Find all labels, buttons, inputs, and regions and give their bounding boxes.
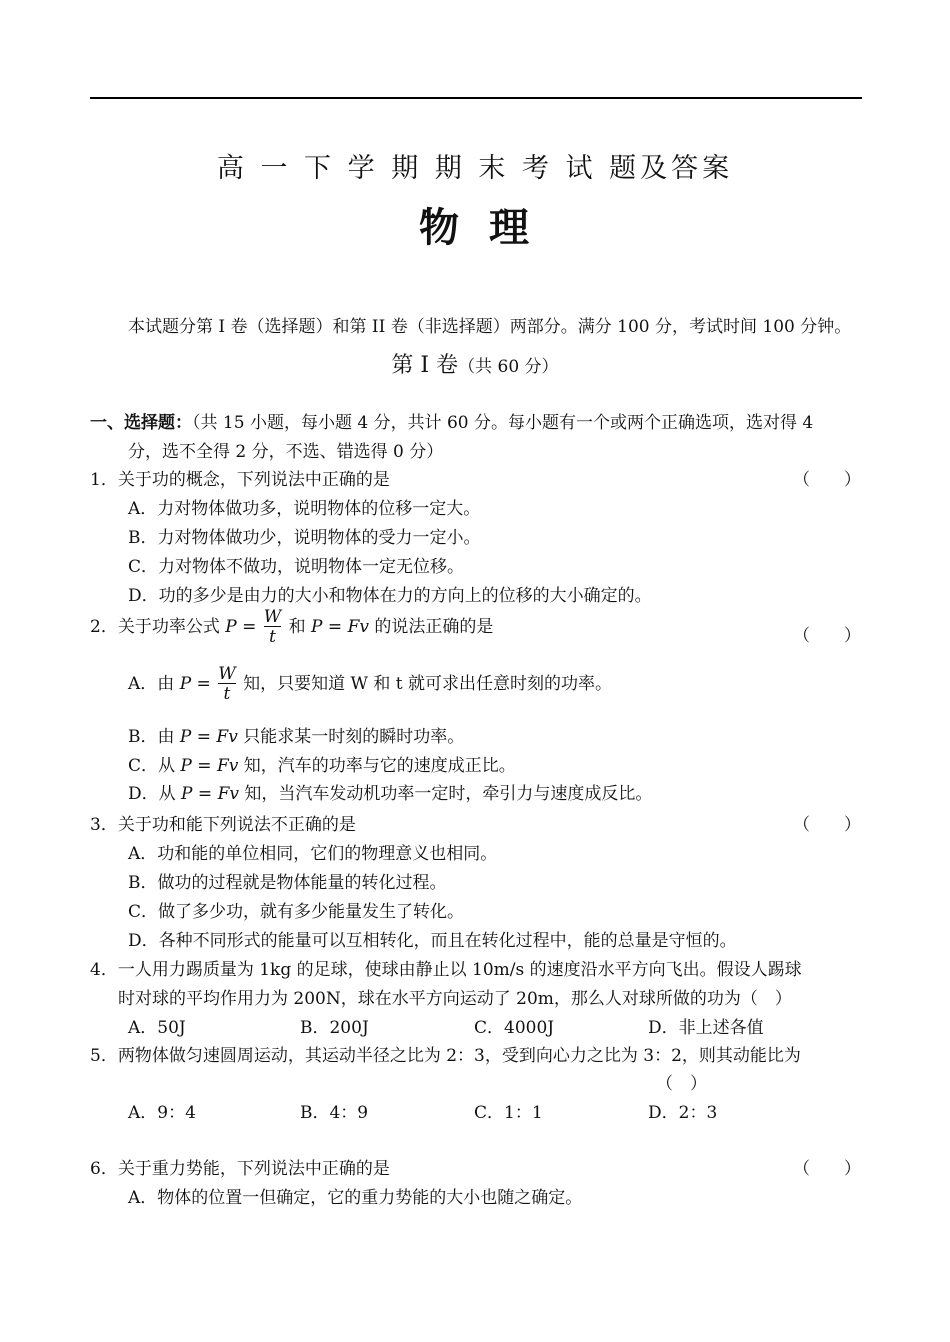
- section-label: 第 I 卷: [391, 353, 459, 378]
- top-rule: [90, 97, 862, 99]
- q5-option-b: B．4：9: [300, 1103, 369, 1123]
- q5-option-c: C．1：1: [474, 1103, 543, 1123]
- q5-option-a: A．9：4: [128, 1103, 196, 1123]
- intro-text: 本试题分第 I 卷（选择题）和第 II 卷（非选择题）两部分。满分 100 分，考试时间 100 分钟。: [128, 317, 852, 337]
- part1-instructions: （共 15 小题，每小题 4 分，共计 60 分。每小题有一个或两个正确选项，选对得 4: [192, 413, 814, 433]
- q1-answer-paren: （ ）: [793, 470, 861, 490]
- part1-line2: 分，选不全得 2 分，不选、错选得 0 分）: [128, 442, 444, 462]
- q4-option-d: D．非上述各值: [648, 1018, 764, 1038]
- part1-line1: [90, 408, 813, 433]
- q3-stem: 3．关于功和能下列说法不正确的是: [90, 815, 356, 835]
- section-note: （共 60 分）: [458, 357, 559, 377]
- q1-option-c: C．力对物体不做功，说明物体一定无位移。: [128, 557, 465, 577]
- q2-a-fraction: $\frac{W}{t}$: [218, 664, 236, 704]
- q3-option-b: B．做功的过程就是物体能量的转化过程。: [128, 873, 447, 893]
- q4-option-b: B．200J: [300, 1018, 369, 1038]
- q2-fraction-w-over-t: $\frac{W}{t}$: [263, 607, 282, 647]
- q2-option-a: A．由 P = $\frac{W}{t}$ 知，只要知道 W 和 t 就可求出任意时刻的功率。: [128, 664, 613, 704]
- q3-option-a: A．功和能的单位相同，它们的物理意义也相同。: [128, 844, 498, 864]
- q2-option-b: B．由 P = Fv 只能求某一时刻的瞬时功率。: [128, 727, 465, 747]
- q6-stem: 6．关于重力势能，下列说法中正确的是: [90, 1159, 390, 1179]
- q5-option-d: D．2：3: [648, 1103, 718, 1123]
- q1-option-d: D．功的多少是由力的大小和物体在力的方向上的位移的大小确定的。: [128, 586, 652, 606]
- q1-option-b: B．力对物体做功少，说明物体的受力一定小。: [128, 528, 481, 548]
- q2-stem: 2．关于功率公式 P = $\frac{W}{t}$ 和 P = Fv 的说法正确的是: [90, 607, 494, 647]
- q1-stem: 1．关于功的概念，下列说法中正确的是: [90, 470, 390, 490]
- q4-line2: 时对球的平均作用力为 200N，球在水平方向运动了 20m，那么人对球所做的功为（ ）: [118, 989, 792, 1009]
- q2-option-d: D．从 P = Fv 知，当汽车发动机功率一定时，牵引力与速度成反比。: [128, 784, 653, 804]
- q4-option-a: A．50J: [128, 1018, 186, 1038]
- exam-title: 高 一 下 学 期 期 末 考 试 题及答案: [216, 153, 734, 184]
- q6-answer-paren: （ ）: [793, 1159, 861, 1179]
- q5-answer-paren: （ ）: [656, 1074, 707, 1094]
- q5-line1: 5．两物体做匀速圆周运动，其运动半径之比为 2：3，受到向心力之比为 3：2，则其动能比为: [90, 1046, 801, 1066]
- q3-option-d: D．各种不同形式的能量可以互相转化，而且在转化过程中，能的总量是守恒的。: [128, 931, 737, 951]
- q2-answer-paren: （ ）: [793, 626, 861, 646]
- part1-heading: 一、选择题：: [90, 413, 192, 433]
- q1-option-a: A．力对物体做功多，说明物体的位移一定大。: [128, 499, 481, 519]
- subject-title: 物理: [419, 204, 559, 251]
- q2-option-c: C．从 P = Fv 知，汽车的功率与它的速度成正比。: [128, 756, 516, 776]
- q3-answer-paren: （ ）: [793, 815, 861, 835]
- q4-option-c: C．4000J: [474, 1018, 555, 1038]
- q6-option-a: A．物体的位置一但确定，它的重力势能的大小也随之确定。: [128, 1188, 583, 1208]
- section-heading: [0, 348, 950, 379]
- q4-line1: 4．一人用力踢质量为 1kg 的足球，使球由静止以 10m/s 的速度沿水平方向飞出。假设人踢球: [90, 960, 802, 980]
- q3-option-c: C．做了多少功，就有多少能量发生了转化。: [128, 902, 465, 922]
